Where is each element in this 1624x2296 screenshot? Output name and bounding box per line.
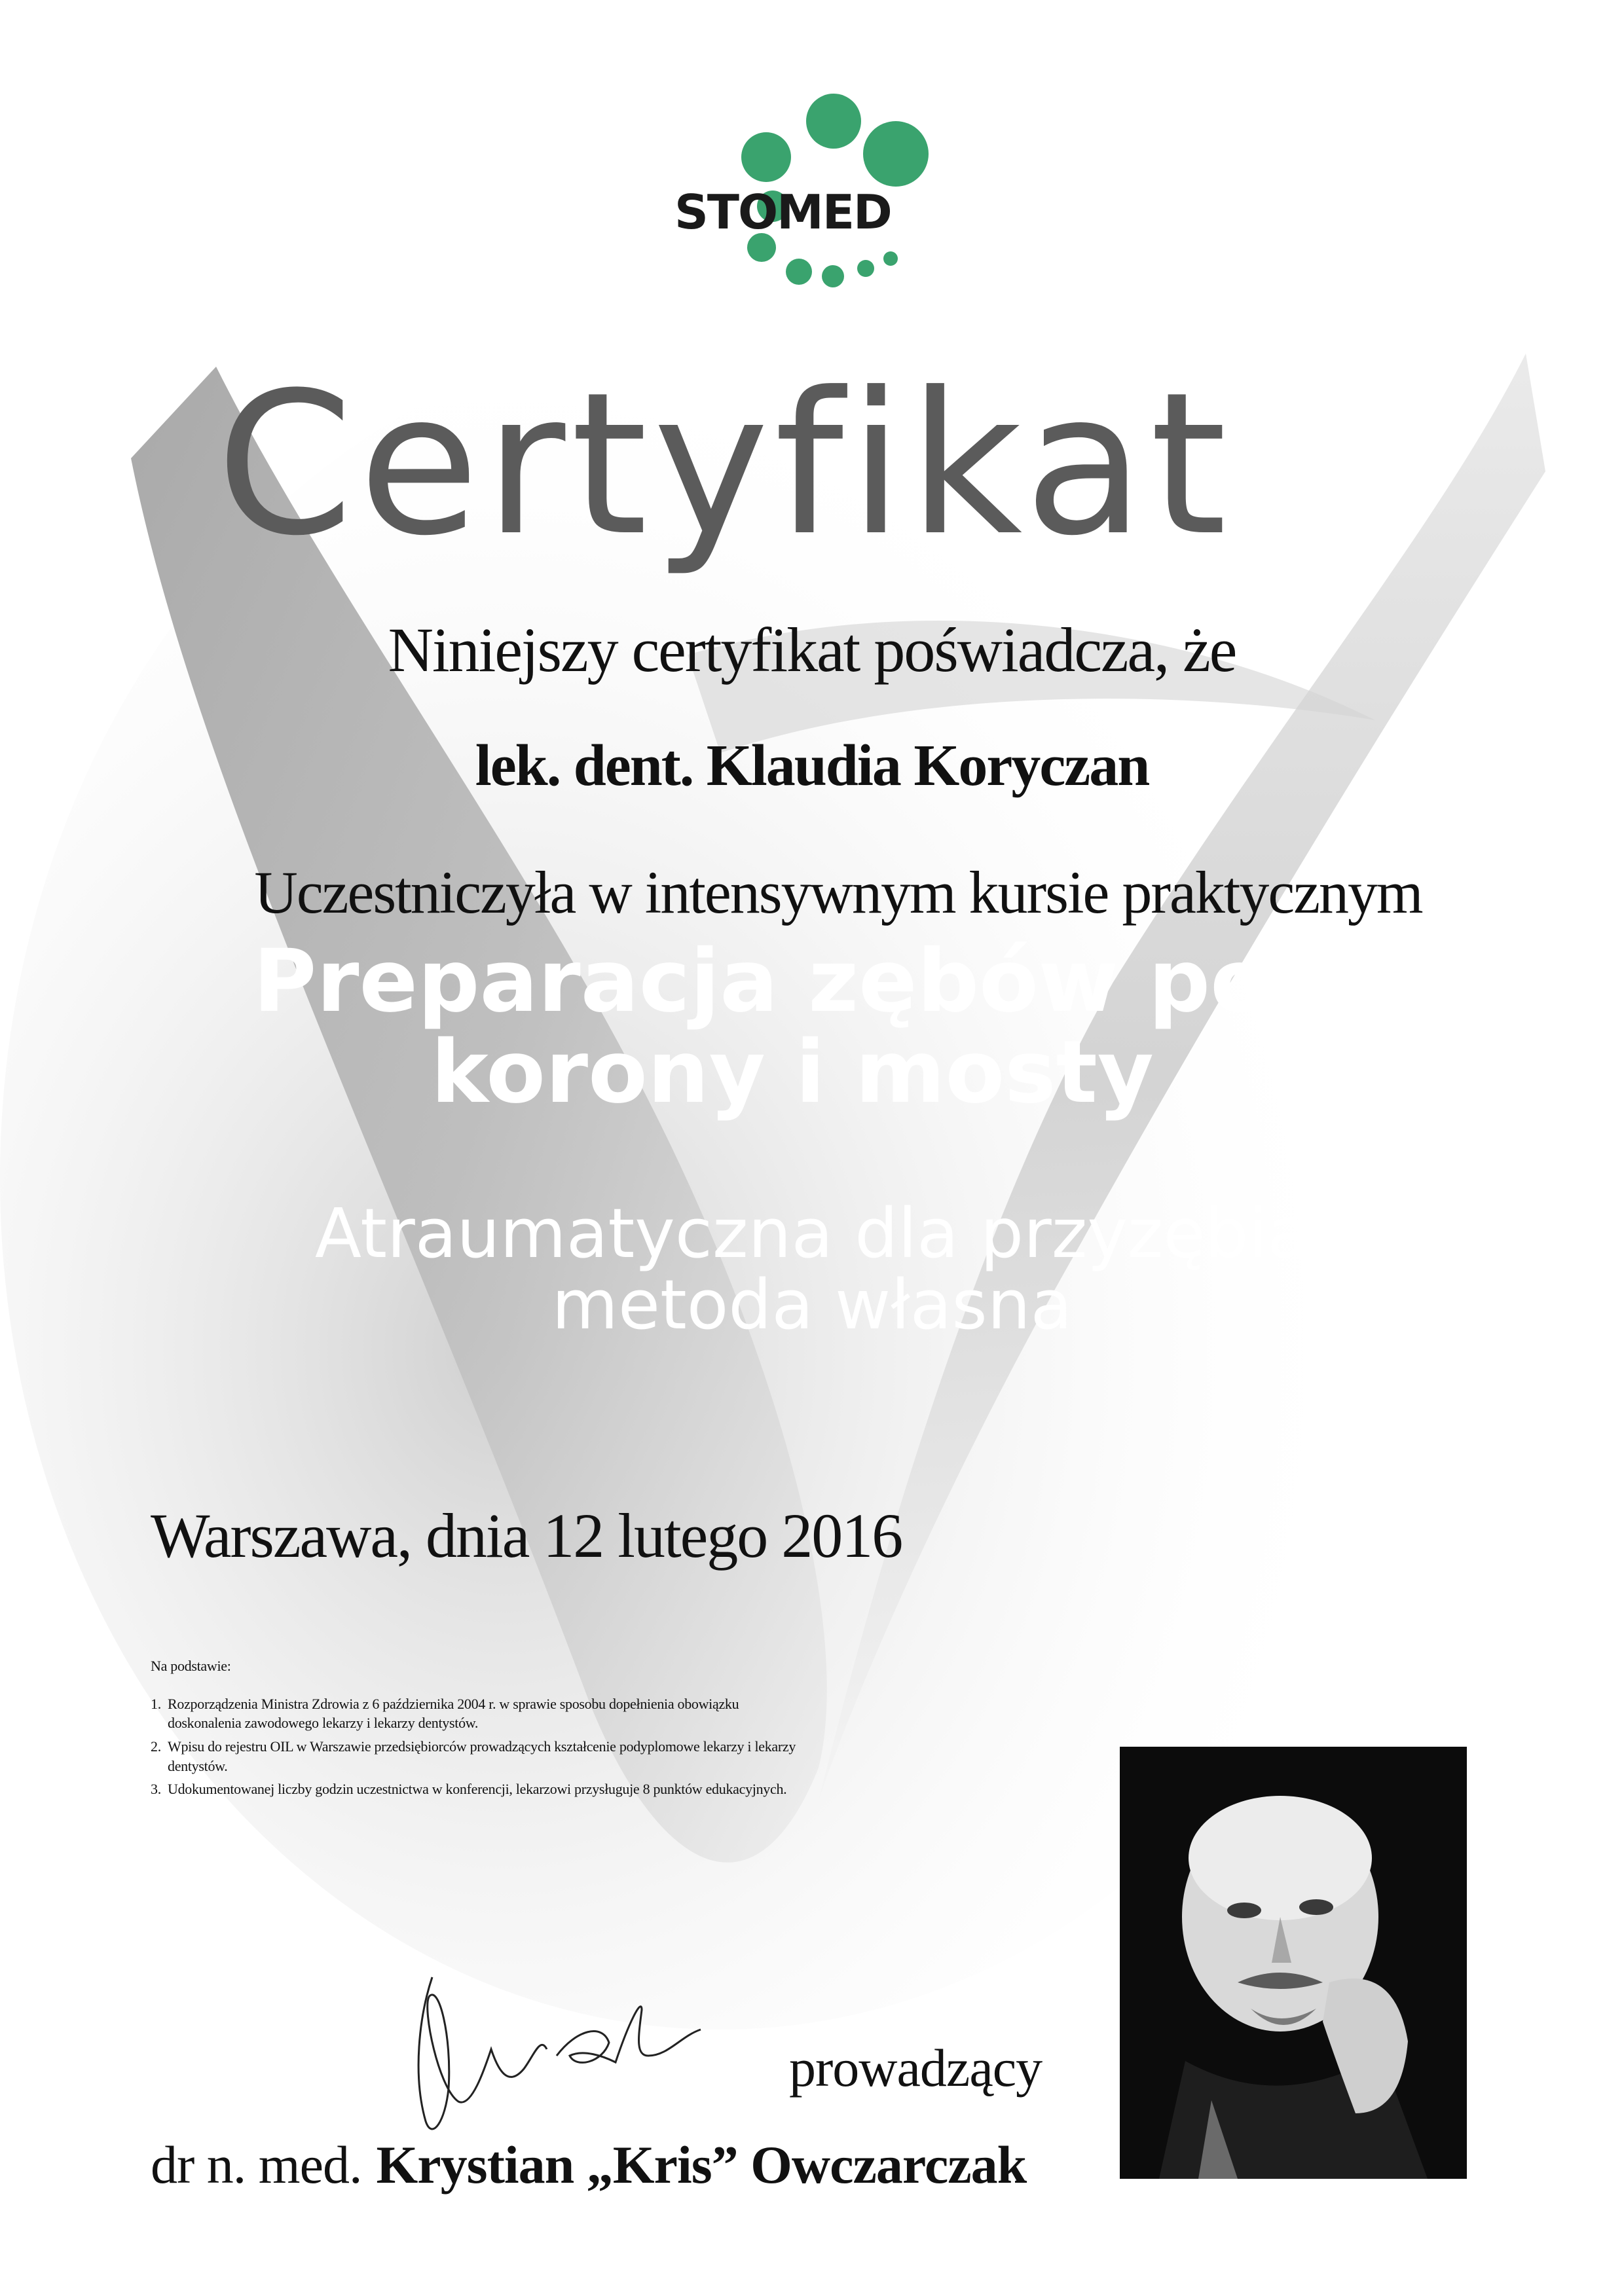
legal-item-number: 3. [151, 1781, 161, 1798]
leader-role: prowadzący [789, 2038, 1043, 2098]
issue-date: Warszawa, dnia 12 lutego 2016 [151, 1501, 902, 1571]
legal-item-text: Udokumentowanej liczby godzin uczestnictwa w konferencji, lekarzowi przysługuje 8 punktów edukacyjnych. [168, 1781, 787, 1798]
course-subtitle: Atraumatyczna dla przyzębia metoda własna [314, 1194, 1310, 1345]
stomed-logo [674, 92, 950, 301]
leader-title: dr n. med. [151, 2135, 362, 2195]
legal-item-text: Wpisu do rejestru OIL w Warszawie przedsiębiorców prowadzących kształcenie podyplomowe lekarzy i lekarzy dentystów. [168, 1738, 796, 1774]
participation-text: Uczestniczyła w intensywnym kursie praktycznym [254, 859, 1422, 926]
legal-item [151, 1694, 805, 1733]
recipient-name: lek. dent. Klaudia Koryczan [475, 733, 1149, 798]
leader [151, 2134, 1026, 2196]
legal-item-number: 2. [151, 1738, 161, 1755]
legal-heading: Na podstawie: [151, 1658, 231, 1674]
certificate-intro: Niniejszy certyfikat poświadcza, że [388, 615, 1236, 685]
logo-text: STOMED [674, 185, 891, 240]
portrait-image [1120, 1747, 1467, 2179]
legal-item [151, 1779, 805, 1799]
signature-icon [393, 1958, 760, 2154]
certificate-title: Certyfikat [216, 350, 1232, 579]
legal-item-number: 1. [151, 1695, 161, 1712]
leader-photo [1120, 1747, 1467, 2179]
legal-item [151, 1737, 805, 1776]
legal-basis [151, 1656, 805, 1803]
legal-item-text: Rozporządzenia Ministra Zdrowia z 6 października 2004 r. w sprawie sposobu dopełnienia obowiązku doskonalenia zawodowego lekarzy i lekarzy dentystów. [168, 1695, 739, 1732]
leader-name: Krystian „Kris” Owczarczak [376, 2135, 1027, 2195]
course-title: Preparacja zębów pod korony i mosty [253, 931, 1332, 1123]
